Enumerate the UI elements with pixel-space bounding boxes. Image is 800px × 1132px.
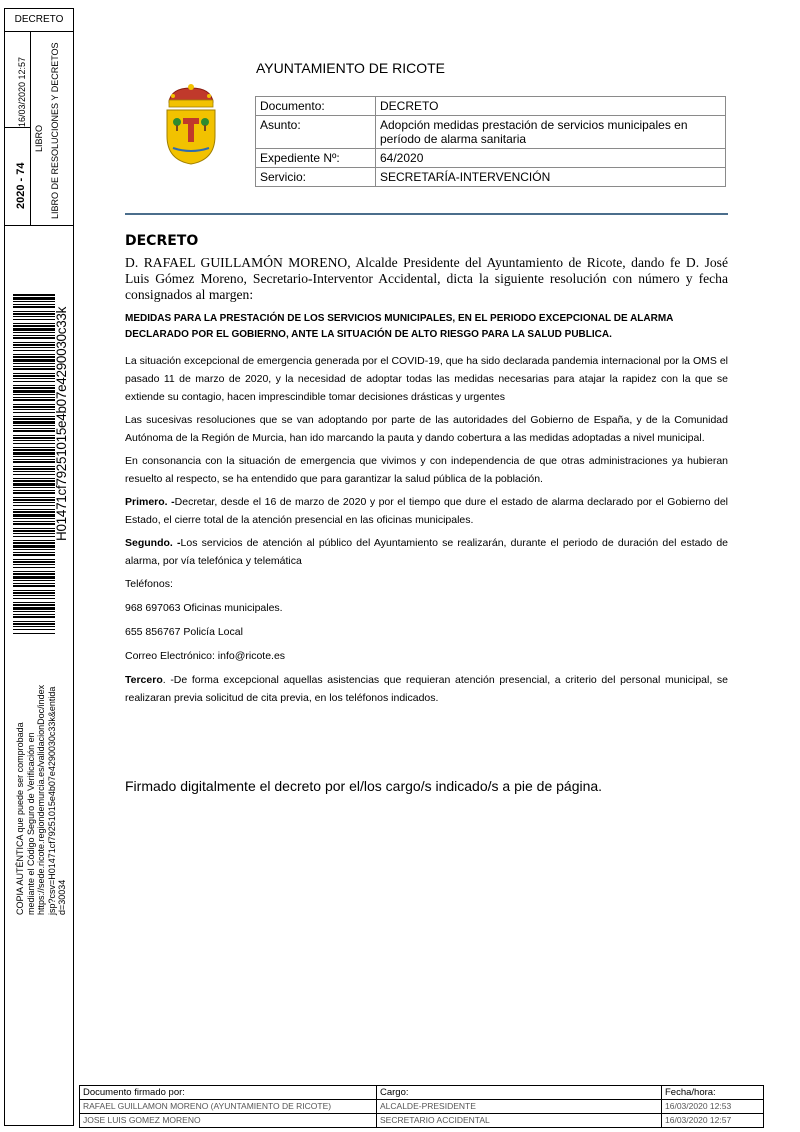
barcode-bar — [13, 478, 55, 479]
book-short: LIBRO — [34, 124, 44, 152]
meta-row — [256, 97, 726, 116]
phones-label: Teléfonos: — [125, 578, 173, 590]
barcode-bar — [13, 573, 55, 575]
barcode-bar — [13, 614, 55, 615]
intro-paragraph: D. RAFAEL GUILLAMÓN MORENO, Alcalde Presidente del Ayuntamiento de Ricote, dando fe D. José Luis Gómez Moreno, Secretario-Interventor Accidental, dicta la siguiente resolución con número y fecha consignados al margen: — [125, 255, 728, 302]
verify-line: d=30034 — [57, 879, 67, 915]
barcode-bar — [13, 466, 55, 467]
divider — [5, 225, 73, 226]
margin-strip — [4, 8, 74, 1126]
barcode-bar — [13, 583, 55, 584]
meta-key: Expediente Nº: — [256, 149, 376, 168]
barcode-bar — [13, 623, 55, 625]
signer-role: SECRETARIO ACCIDENTAL — [377, 1114, 662, 1128]
meta-value: DECRETO — [376, 97, 726, 116]
barcode-bar — [13, 313, 55, 315]
header-cell: Fecha/hora: — [662, 1086, 764, 1100]
barcode-bar — [13, 347, 55, 348]
barcode-bar — [13, 306, 55, 308]
clause-second — [125, 534, 728, 570]
barcode-bar — [13, 297, 55, 300]
barcode-bar — [13, 598, 55, 599]
barcode-bar — [13, 447, 55, 448]
barcode-bar — [13, 490, 55, 491]
barcode-bar — [13, 443, 55, 444]
divider — [30, 127, 31, 225]
signed-datetime: 16/03/2020 12:53 — [662, 1100, 764, 1114]
barcode-bar — [13, 528, 55, 529]
barcode-bar — [13, 456, 55, 457]
barcode-bar — [13, 533, 55, 534]
document-meta-table — [255, 96, 726, 187]
barcode-bar — [13, 497, 55, 498]
barcode-bar — [13, 585, 55, 587]
barcode-bar — [13, 440, 55, 441]
barcode-bar — [13, 461, 55, 463]
meta-value: 64/2020 — [376, 149, 726, 168]
barcode-bar — [13, 518, 55, 519]
meta-row — [256, 116, 726, 149]
barcode-bar — [13, 474, 55, 475]
barcode-bar — [13, 350, 55, 351]
barcode-bar — [13, 502, 55, 503]
barcode-bar — [13, 554, 55, 556]
barcode-bar — [13, 626, 55, 627]
signature-row — [80, 1114, 764, 1128]
barcode-bar — [13, 294, 55, 296]
barcode-bar — [13, 487, 55, 488]
signed-datetime: 16/03/2020 12:57 — [662, 1114, 764, 1128]
header-cell: Cargo: — [377, 1086, 662, 1100]
meta-row — [256, 168, 726, 187]
barcode-bar — [13, 567, 55, 568]
barcode-bar — [13, 452, 55, 455]
barcode-bar — [13, 394, 55, 395]
subject-heading: MEDIDAS PARA LA PRESTACIÓN DE LOS SERVICIOS MUNICIPALES, EN EL PERIODO EXCEPCIONAL DE ALARMA DECLARADO POR EL GOBIERNO, ANTE LA SITUACIÓN DE ALTO RIESGO PARA LA SALUD PUBLICA. — [125, 313, 674, 340]
clause-third — [125, 671, 728, 707]
barcode-bar — [13, 356, 55, 358]
barcode-bar — [13, 611, 55, 612]
barcode-bar — [13, 629, 55, 630]
barcode-bar — [13, 366, 55, 367]
meta-value: SECRETARÍA-INTERVENCIÓN — [376, 168, 726, 187]
barcode-bar — [13, 359, 55, 362]
verify-line: https://sede.ricote.regiondemurcia.es/validacionDoc/index — [36, 684, 46, 915]
organization-name: AYUNTAMIENTO DE RICOTE — [256, 60, 446, 76]
barcode-bar — [13, 378, 55, 379]
barcode-bar — [13, 492, 55, 494]
barcode-bar — [13, 325, 55, 327]
barcode-bar — [13, 505, 55, 506]
barcode-bar — [13, 342, 55, 343]
datetime-stamp: 16/03/2020 12:57 — [17, 56, 27, 127]
barcode-bar — [13, 311, 55, 312]
barcode-bar — [13, 335, 55, 336]
barcode-bar — [13, 633, 55, 634]
barcode-bar — [13, 323, 55, 324]
barcode-bar — [13, 616, 55, 618]
barcode-bar — [13, 385, 55, 386]
clause-label: Primero. - — [125, 496, 175, 508]
meta-value: Adopción medidas prestación de servicios municipales en período de alarma sanitaria — [376, 116, 726, 149]
signature-header-row — [80, 1086, 764, 1100]
barcode-bar — [13, 375, 55, 377]
barcode-bar — [13, 549, 55, 550]
verify-line: jsp?csv=H01471cf79251015e4b07e4290030c33k&entida — [46, 686, 57, 915]
barcode-bar — [13, 390, 55, 393]
email-line: Correo Electrónico: info@ricote.es — [125, 650, 286, 662]
barcode-bar — [13, 381, 55, 382]
barcode-bar — [13, 580, 55, 581]
barcode-bar — [13, 607, 55, 610]
barcode-bar — [13, 595, 55, 596]
signer-name: RAFAEL GUILLAMON MORENO (AYUNTAMIENTO DE RICOTE) — [80, 1100, 377, 1114]
barcode-bar — [13, 604, 55, 606]
barcode-bar — [13, 509, 55, 510]
barcode-bar — [13, 514, 55, 517]
phone-line: 968 697063 Oficinas municipales. — [125, 602, 283, 614]
meta-key: Asunto: — [256, 116, 376, 149]
barcode-bar — [13, 397, 55, 398]
barcode-bar — [13, 530, 55, 532]
barcode-bar — [13, 561, 55, 563]
barcode-bar — [13, 499, 55, 501]
document-title: DECRETO — [125, 233, 199, 249]
barcode-bar — [13, 354, 55, 355]
signer-name: JOSE LUIS GOMEZ MORENO — [80, 1114, 377, 1128]
barcode-bar — [13, 344, 55, 346]
barcode-bar — [13, 564, 55, 565]
barcode-bar — [13, 373, 55, 374]
barcode-bar — [13, 552, 55, 553]
barcode-bar — [13, 559, 55, 560]
meta-row — [256, 149, 726, 168]
barcode-bar — [13, 328, 55, 331]
barcode-bar — [13, 430, 55, 432]
barcode-bar — [13, 404, 55, 405]
barcode-bar — [13, 459, 55, 460]
barcode-bar — [13, 304, 55, 305]
barcode-bar — [13, 428, 55, 429]
barcode-bar — [13, 337, 55, 339]
barcode-bar — [13, 536, 55, 537]
barcode-bar — [13, 435, 55, 436]
barcode-bar — [13, 480, 55, 482]
verify-line: COPIA AUTÉNTICA que puede ser comprobada — [15, 722, 25, 915]
barcode-bar — [13, 409, 55, 410]
clause-label: Tercero — [125, 674, 163, 686]
decree-number: 2020 - 74 — [15, 162, 27, 209]
barcode-bar — [13, 511, 55, 513]
barcode-bar — [13, 316, 55, 317]
barcode-bar — [13, 545, 55, 548]
barcode-bar — [13, 363, 55, 364]
book-full: LIBRO DE RESOLUCIONES Y DECRETOS — [50, 42, 60, 219]
clause-first — [125, 493, 728, 529]
header-divider — [125, 213, 728, 215]
barcode-icon — [13, 294, 55, 634]
barcode-bar — [13, 418, 55, 420]
divider — [5, 127, 31, 128]
paragraph: La situación excepcional de emergencia generada por el COVID-19, que ha sido declarada pandemia internacional por la OMS el pasado 11 de marzo de 2020, y la necesidad de adoptar todas las medidas necesarias para atajar la rapidez con la que se extiende su contagio, hacen imprescindible tomar decisiones drásticas y urgentes — [125, 355, 728, 403]
barcode-bar — [13, 416, 55, 417]
signed-note: Firmado digitalmente el decreto por el/los cargo/s indicado/s a pie de página. — [125, 778, 603, 794]
document-body — [125, 233, 728, 712]
barcode-bar — [13, 399, 55, 401]
barcode-bar — [13, 412, 55, 413]
barcode-bar — [13, 571, 55, 572]
barcode-bar — [13, 449, 55, 451]
barcode-bar — [13, 602, 55, 603]
paragraph: Las sucesivas resoluciones que se van adoptando por parte de las autoridades del Gobierno de España, y de la Comunidad Autónoma de la Región de Murcia, han ido marcando la pauta y dando cobertura a las medidas adoptadas a nivel municipal. — [125, 414, 728, 444]
barcode-bar — [13, 540, 55, 541]
verify-line: mediante el Código Seguro de Verificación en — [25, 732, 36, 915]
barcode-bar — [13, 301, 55, 302]
csv-code: H01471cf79251015e4b07e4290030c33k — [54, 306, 69, 541]
coat-of-arms-icon — [163, 82, 219, 166]
clause-text: Los servicios de atención al público del Ayuntamiento se realizarán, durante el periodo de duración del estado de alarma, por vía telefónica y telemática — [125, 537, 729, 567]
barcode-bar — [13, 406, 55, 408]
phone-line: 655 856767 Policía Local — [125, 626, 243, 638]
barcode-bar — [13, 621, 55, 622]
clause-text: Decretar, desde el 16 de marzo de 2020 y por el tiempo que dure el estado de alarma declarado por el Gobierno del Estado, el cierre total de la atención presencial en las oficinas municipales. — [125, 496, 729, 526]
doc-type-label: DECRETO — [5, 9, 73, 32]
signer-role: ALCALDE-PRESIDENTE — [377, 1100, 662, 1114]
barcode-bar — [13, 332, 55, 333]
clause-text: . -De forma excepcional aquellas asistencias que requieran atención presencial, a criterio del personal municipal, se realizaran previa solicitud de cita previa, en los teléfonos indicados. — [125, 674, 728, 704]
divider — [30, 31, 31, 127]
barcode-bar — [13, 437, 55, 439]
barcode-bar — [13, 542, 55, 544]
barcode-bar — [13, 576, 55, 579]
meta-key: Documento: — [256, 97, 376, 116]
header-cell: Documento firmado por: — [80, 1086, 377, 1100]
barcode-bar — [13, 471, 55, 472]
barcode-bar — [13, 387, 55, 389]
meta-key: Servicio: — [256, 168, 376, 187]
barcode-bar — [13, 521, 55, 522]
barcode-bar — [13, 425, 55, 426]
barcode-bar — [13, 592, 55, 594]
barcode-bar — [13, 483, 55, 486]
paragraph: En consonancia con la situación de emergencia que vivimos y con independencia de que otras administraciones ya hubieran resuelto al respecto, se ha entendido que para garantizar la salud pública de la población. — [125, 455, 728, 485]
barcode-bar — [13, 523, 55, 525]
signature-row — [80, 1100, 764, 1114]
barcode-bar — [13, 421, 55, 424]
barcode-bar — [13, 368, 55, 370]
signature-table — [79, 1085, 764, 1128]
clause-label: Segundo. - — [125, 537, 181, 549]
barcode-bar — [13, 468, 55, 470]
barcode-bar — [13, 590, 55, 591]
verification-text — [15, 685, 68, 915]
barcode-bar — [13, 319, 55, 320]
